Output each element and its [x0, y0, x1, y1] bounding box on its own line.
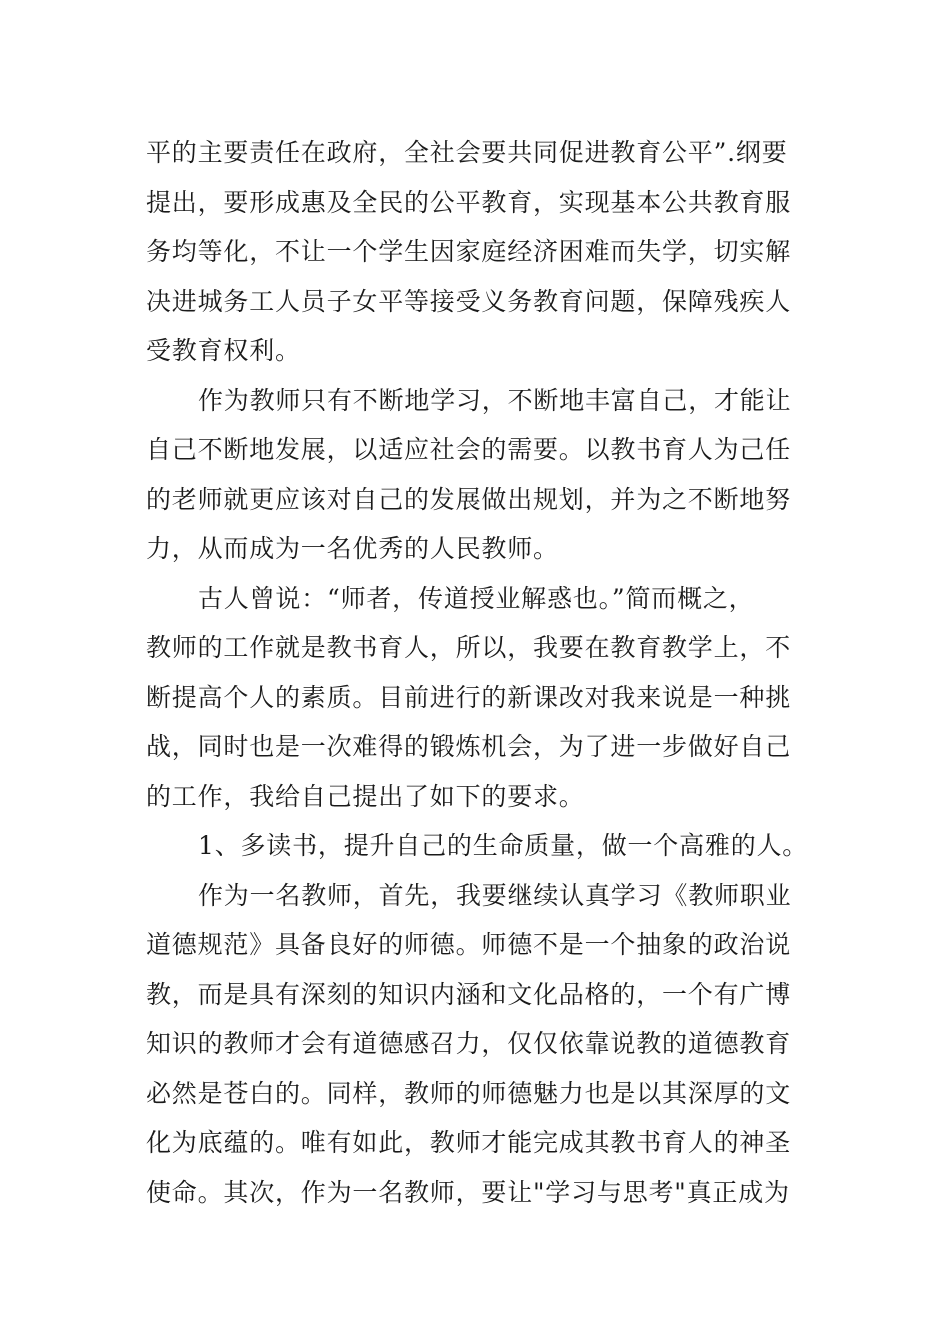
text-line: 战，同时也是一次难得的锻炼机会，为了进一步做好自己	[146, 732, 792, 761]
text-line: 平的主要责任在政府，全社会要共同促进教育公平”.纲要	[146, 138, 788, 167]
text-line: 使命。其次，作为一名教师，要让"学习与思考"真正成为	[146, 1177, 790, 1207]
text-line: 作为一名教师，首先，我要继续认真学习《教师职业	[198, 880, 792, 910]
text-line: 作为教师只有不断地学习，不断地丰富自己，才能让	[198, 385, 792, 415]
text-line: 力，从而成为一名优秀的人民教师。	[146, 534, 559, 563]
text-line: 知识的教师才会有道德感召力，仅仅依靠说教的道德教育	[146, 1029, 792, 1058]
text-line: 必然是苍白的。同样，教师的师德魅力也是以其深厚的文	[146, 1078, 792, 1108]
text-line: 自己不断地发展，以适应社会的需要。以教书育人为己任	[146, 435, 792, 464]
text-line: 古人曾说：“师者，传道授业解惑也。”简而概之，	[198, 583, 755, 613]
text-line: 受教育权利。	[146, 336, 301, 365]
text-line: 教，而是具有深刻的知识内涵和文化品格的，一个有广博	[146, 979, 792, 1009]
text-line: 教师的工作就是教书育人，所以，我要在教育教学上，不	[146, 633, 792, 662]
text-line: 断提高个人的素质。目前进行的新课改对我来说是一种挑	[146, 682, 792, 712]
text-line: 决进城务工人员子女平等接受义务教育问题，保障残疾人	[146, 286, 792, 316]
text-line: 的老师就更应该对自己的发展做出规划，并为之不断地努	[146, 484, 792, 514]
text-line: 提出，要形成惠及全民的公平教育，实现基本公共教育服	[146, 187, 792, 217]
document-body	[146, 128, 814, 1217]
text-line: 务均等化，不让一个学生因家庭经济困难而失学，切实解	[146, 237, 792, 266]
text-line: 化为底蕴的。唯有如此，教师才能完成其教书育人的神圣	[146, 1128, 792, 1157]
text-line: 道德规范》具备良好的师德。师德不是一个抽象的政治说	[146, 930, 792, 959]
section-heading: 1、多读书，提升自己的生命质量，做一个高雅的人。	[198, 831, 809, 860]
text-line: 的工作，我给自己提出了如下的要求。	[146, 781, 585, 811]
